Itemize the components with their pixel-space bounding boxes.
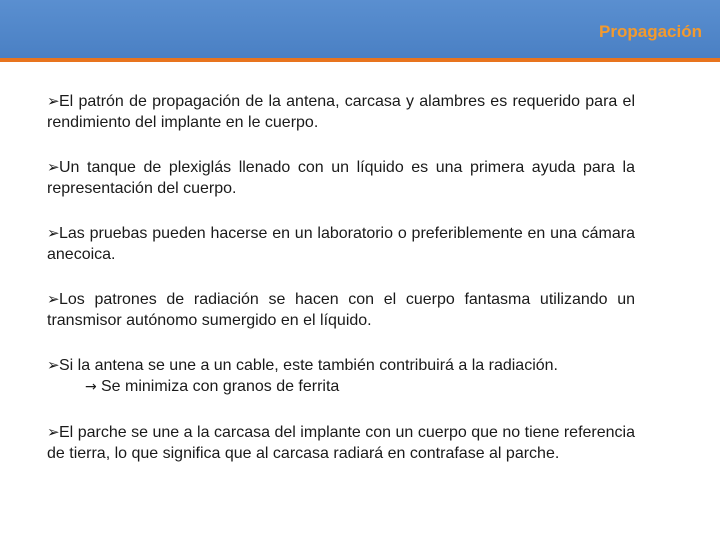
arrowhead-bullet-icon: ➢ (47, 356, 60, 374)
right-arrow-icon: → (85, 379, 97, 395)
bullet-text: Si la antena se une a un cable, este también contribuirá a la radiación. (59, 357, 558, 374)
arrowhead-bullet-icon: ➢ (47, 224, 60, 242)
bullet-text: Un tanque de plexiglás llenado con un líquido es una primera ayuda para la representación del cuerpo. (47, 159, 635, 197)
bullet-text: El parche se une a la carcasa del implante con un cuerpo que no tiene referencia de tierra, lo que significa que al carcasa radiará en contrafase al parche. (47, 424, 635, 462)
sub-bullet-text: Se minimiza con granos de ferrita (101, 378, 340, 395)
arrowhead-bullet-icon: ➢ (47, 423, 60, 441)
slide-title: Propagación (599, 22, 702, 41)
sub-bullet-item (47, 376, 635, 398)
bullet-item (47, 91, 635, 133)
bullet-text: Los patrones de radiación se hacen con el cuerpo fantasma utilizando un transmisor autónomo sumergido en el líquido. (47, 291, 635, 329)
arrowhead-bullet-icon: ➢ (47, 290, 60, 308)
header-accent-line (0, 58, 720, 62)
bullet-text: El patrón de propagación de la antena, carcasa y alambres es requerido para el rendimiento del implante en le cuerpo. (47, 93, 635, 131)
bullet-list (47, 91, 635, 488)
bullet-text: Las pruebas pueden hacerse en un laboratorio o preferiblemente en una cámara anecoica. (47, 225, 635, 263)
arrowhead-bullet-icon: ➢ (47, 92, 60, 110)
bullet-item (47, 422, 635, 464)
arrowhead-bullet-icon: ➢ (47, 158, 60, 176)
bullet-item (47, 157, 635, 199)
bullet-item (47, 223, 635, 265)
bullet-item (47, 355, 635, 398)
bullet-item (47, 289, 635, 331)
